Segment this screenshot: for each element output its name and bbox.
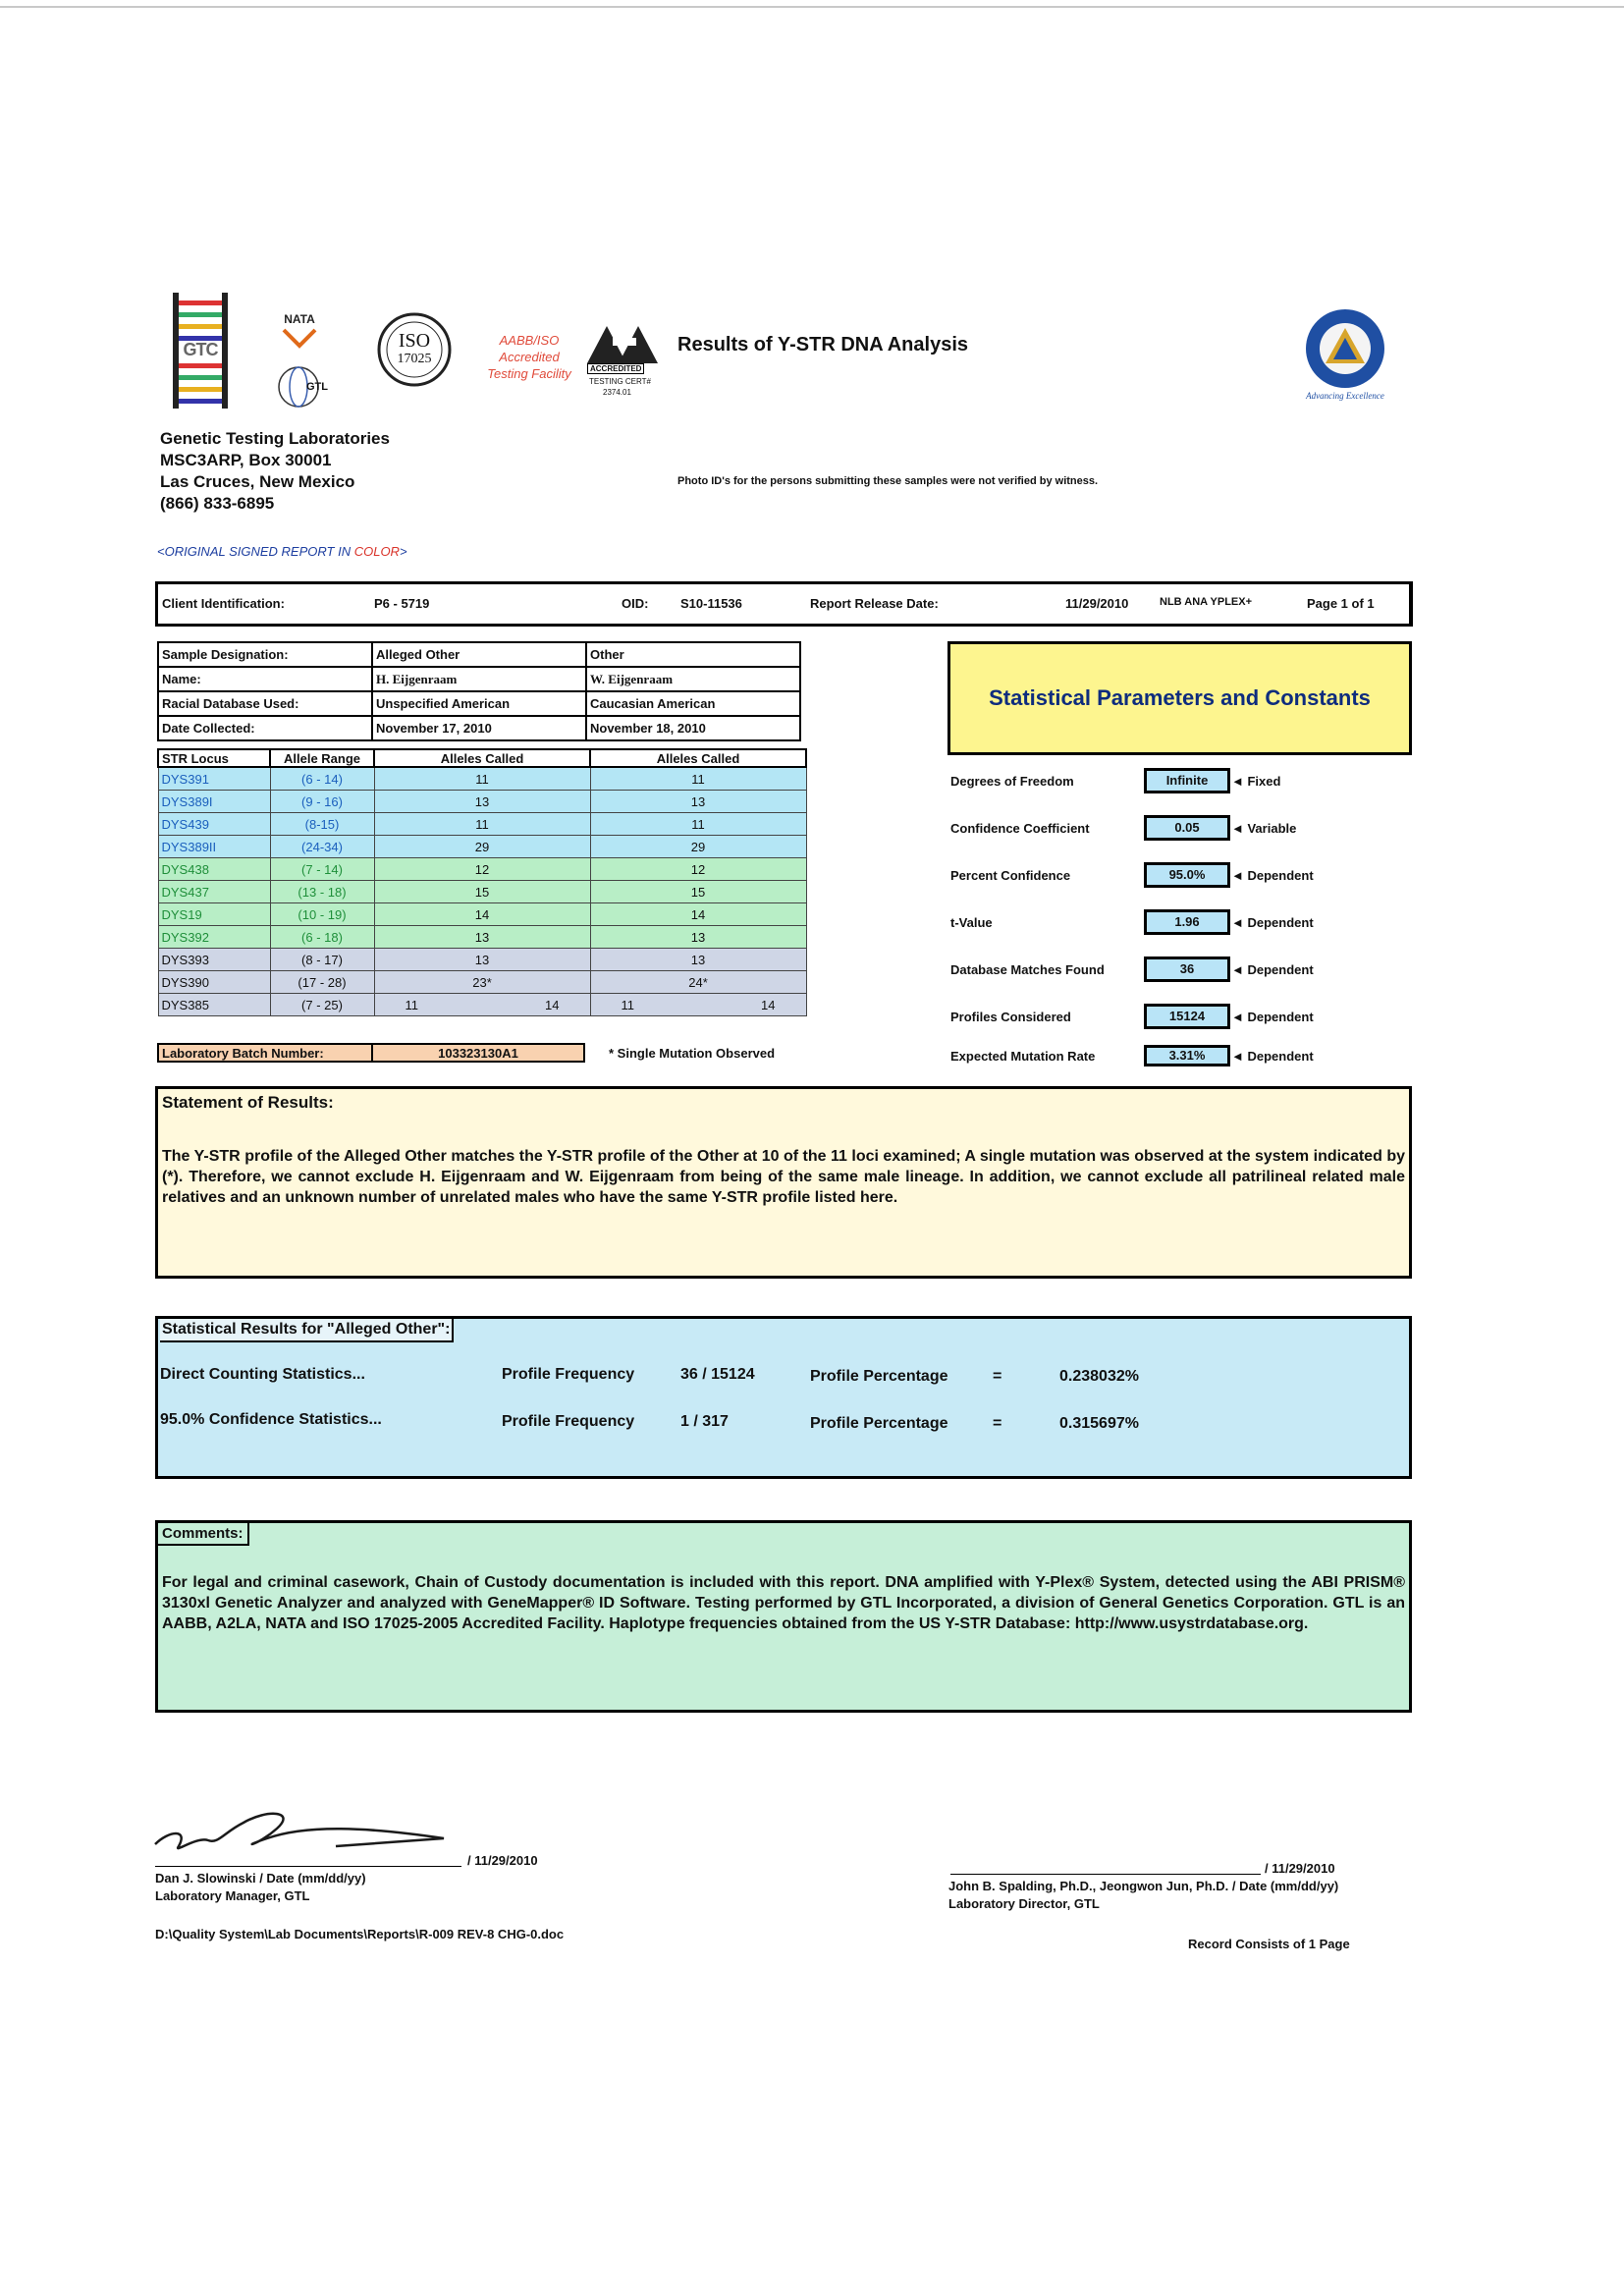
locus-name: DYS437	[158, 881, 270, 903]
document-path: D:\Quality System\Lab Documents\Reports\R-009 REV-8 CHG-0.doc	[155, 1927, 565, 1941]
other-designation: Other	[586, 642, 800, 667]
database-label: Racial Database Used:	[158, 691, 372, 716]
results-pct-label: Profile Percentage	[810, 1415, 948, 1432]
results-freq-value: 36 / 15124	[680, 1366, 755, 1383]
param-label: Database Matches Found	[950, 962, 1105, 977]
allele-range: (8-15)	[270, 813, 374, 836]
param-value: 95.0%	[1144, 862, 1230, 888]
batch-value: 103323130A1	[372, 1044, 584, 1062]
aabb-accreditation-text: AABB/ISO Accredited Testing Facility	[487, 333, 571, 381]
original-report-note: <ORIGINAL SIGNED REPORT IN COLOR>	[157, 544, 407, 559]
alleged-name: H. Eijgenraam	[372, 667, 586, 691]
table-row	[158, 858, 806, 881]
allele-range: (13 - 18)	[270, 881, 374, 903]
gtc-dna-logo	[167, 291, 234, 410]
allele-other: 15	[590, 881, 806, 903]
results-freq-label: Profile Frequency	[502, 1413, 635, 1430]
param-label: Expected Mutation Rate	[950, 1049, 1096, 1064]
allele-other: 13	[590, 791, 806, 813]
results-pct-value: 0.315697%	[1059, 1415, 1139, 1432]
statement-of-results	[155, 1086, 1412, 1279]
signature-line-right	[950, 1874, 1261, 1875]
table-row	[158, 903, 806, 926]
param-value: 3.31%	[1144, 1045, 1230, 1066]
statement-title: Statement of Results:	[162, 1093, 334, 1112]
param-label: Profiles Considered	[950, 1010, 1071, 1024]
locus-name: DYS392	[158, 926, 270, 949]
locus-name: DYS385	[158, 994, 270, 1016]
release-date-label: Report Release Date:	[810, 596, 939, 611]
results-pct-value: 0.238032%	[1059, 1368, 1139, 1385]
locus-name: DYS391	[158, 767, 270, 791]
allele-alleged: 11	[374, 813, 590, 836]
batch-label: Laboratory Batch Number:	[158, 1044, 372, 1062]
allele-range: (6 - 14)	[270, 767, 374, 791]
header-alleles-called-alleged: Alleles Called	[374, 749, 590, 767]
table-row	[158, 994, 806, 1016]
allele-range: (17 - 28)	[270, 971, 374, 994]
nata-logo: NATA	[275, 312, 324, 355]
param-value: 1.96	[1144, 909, 1230, 935]
param-value: 0.05	[1144, 815, 1230, 841]
page-indicator: Page 1 of 1	[1307, 596, 1375, 611]
right-signer-name: John B. Spalding, Ph.D., Jeongwon Jun, Ph.D. / Date (mm/dd/yy)	[948, 1879, 1339, 1893]
signature-left	[149, 1793, 463, 1872]
alleged-designation: Alleged Other	[372, 642, 586, 667]
signature-line-left	[155, 1866, 461, 1867]
locus-name: DYS439	[158, 813, 270, 836]
allele-range: (24-34)	[270, 836, 374, 858]
photo-id-note: Photo ID's for the persons submitting these samples were not verified by witness.	[677, 475, 1099, 487]
allele-other: 12	[590, 858, 806, 881]
other-name: W. Eijgenraam	[586, 667, 800, 691]
release-date-value: 11/29/2010	[1065, 596, 1129, 611]
lab-address: Genetic Testing Laboratories MSC3ARP, Box 30001 Las Cruces, New Mexico (866) 833-6895	[160, 429, 390, 513]
locus-table-header	[158, 749, 806, 767]
results-equals: =	[993, 1368, 1002, 1385]
table-row	[158, 767, 806, 791]
left-signer-name: Dan J. Slowinski / Date (mm/dd/yy)	[155, 1871, 366, 1886]
allele-other: 24*	[590, 971, 806, 994]
allele-alleged: 13	[374, 791, 590, 813]
table-row	[158, 813, 806, 836]
param-value: Infinite	[1144, 768, 1230, 793]
comments-body: For legal and criminal casework, Chain of Custody documentation is included with this report. DNA amplified with Y-Plex® System, detected using the ABI PRISM® 3130xl Genetic Analyzer and analyzed with GeneMapper® ID Software. Testing performed by GTL Incorporated, a division of General Genetics Corporation. GTL is an AABB, A2LA, NATA and ISO 17025-2005 Accredited Facility. Haplotype frequencies obtained from the US Y-STR Database: http://www.usystrdatabase.org.	[162, 1574, 1405, 1632]
name-label: Name:	[158, 667, 372, 691]
allele-range: (7 - 25)	[270, 994, 374, 1016]
statement-body: The Y-STR profile of the Alleged Other matches the Y-STR profile of the Other at 10 of the 11 loci examined; A single mutation was observed at the system indicated by (*). Therefore, we cannot exclude H. Eijgenraam and W. Eijgenraam from being of the same male lineage. In addition, we cannot exclude all patrilineal related male relatives and an unknown number of unrelated males who have the same Y-STR profile listed here.	[162, 1148, 1405, 1206]
results-freq-label: Profile Frequency	[502, 1366, 635, 1383]
alleged-database: Unspecified American	[372, 691, 586, 716]
allele-other: 11	[590, 767, 806, 791]
top-rule	[0, 6, 1624, 8]
allele-other: 29	[590, 836, 806, 858]
allele-other: 11	[590, 813, 806, 836]
allele-alleged: 13	[374, 926, 590, 949]
gtc-logo-text: GTC	[183, 340, 218, 359]
allele-other: 13	[590, 949, 806, 971]
table-row	[158, 949, 806, 971]
results-freq-value: 1 / 317	[680, 1413, 729, 1430]
locus-name: DYS390	[158, 971, 270, 994]
table-row	[158, 971, 806, 994]
sample-label: Sample Designation:	[158, 642, 372, 667]
allele-alleged: 14	[374, 903, 590, 926]
param-note: ◄ Variable	[1231, 821, 1297, 836]
comments-section	[155, 1520, 1412, 1713]
stat-parameters-title: Statistical Parameters and Constants	[947, 641, 1412, 755]
gtl-globe-logo: GTL	[277, 363, 332, 410]
client-identification-bar	[155, 581, 1413, 627]
param-note: ◄ Fixed	[1231, 774, 1281, 789]
allele-range: (8 - 17)	[270, 949, 374, 971]
header-alleles-called-other: Alleles Called	[590, 749, 806, 767]
allele-other: 13	[590, 926, 806, 949]
kit-name: NLB ANA YPLEX+	[1160, 596, 1253, 608]
param-note: ◄ Dependent	[1231, 1010, 1314, 1024]
sample-info-table	[157, 641, 801, 741]
left-signer-title: Laboratory Manager, GTL	[155, 1888, 310, 1903]
allele-alleged: 11 14	[374, 994, 590, 1016]
param-note: ◄ Dependent	[1231, 962, 1314, 977]
locus-name: DYS389I	[158, 791, 270, 813]
client-id-value: P6 - 5719	[374, 596, 430, 611]
param-value: 15124	[1144, 1004, 1230, 1029]
table-row	[158, 926, 806, 949]
allele-range: (10 - 19)	[270, 903, 374, 926]
oid-label: OID:	[622, 596, 649, 611]
allele-other: 11 14	[590, 994, 806, 1016]
locus-name: DYS389II	[158, 836, 270, 858]
other-database: Caucasian American	[586, 691, 800, 716]
a2la-accredited-logo: ACCREDITED TESTING CERT# 2374.01	[585, 322, 664, 414]
left-sign-date: / 11/29/2010	[467, 1853, 538, 1868]
allele-alleged: 11	[374, 767, 590, 791]
allele-range: (6 - 18)	[270, 926, 374, 949]
allele-range: (9 - 16)	[270, 791, 374, 813]
locus-name: DYS438	[158, 858, 270, 881]
param-label: t-Value	[950, 915, 993, 930]
header-allele-range: Allele Range	[270, 749, 374, 767]
allele-alleged: 29	[374, 836, 590, 858]
oid-value: S10-11536	[680, 596, 742, 611]
iso-17025-logo: ISO 17025	[375, 310, 454, 389]
allele-alleged: 12	[374, 858, 590, 881]
param-label: Percent Confidence	[950, 868, 1071, 883]
param-label: Confidence Coefficient	[950, 821, 1090, 836]
locus-name: DYS393	[158, 949, 270, 971]
right-sign-date: / 11/29/2010	[1265, 1861, 1335, 1876]
allele-range: (7 - 14)	[270, 858, 374, 881]
param-note: ◄ Dependent	[1231, 1049, 1314, 1064]
results-row-label: Direct Counting Statistics...	[160, 1366, 365, 1383]
results-row-label: 95.0% Confidence Statistics...	[160, 1411, 382, 1428]
allele-alleged: 13	[374, 949, 590, 971]
cap-seal-logo: Advancing Excellence	[1296, 306, 1394, 409]
other-date: November 18, 2010	[586, 716, 800, 740]
right-signer-title: Laboratory Director, GTL	[948, 1896, 1100, 1911]
statistical-results	[155, 1316, 1412, 1479]
param-label: Degrees of Freedom	[950, 774, 1074, 789]
alleged-date: November 17, 2010	[372, 716, 586, 740]
param-note: ◄ Dependent	[1231, 915, 1314, 930]
results-pct-label: Profile Percentage	[810, 1368, 948, 1385]
record-pages: Record Consists of 1 Page	[1188, 1937, 1350, 1951]
results-equals: =	[993, 1415, 1002, 1432]
allele-alleged: 15	[374, 881, 590, 903]
locus-name: DYS19	[158, 903, 270, 926]
header-str-locus: STR Locus	[158, 749, 270, 767]
client-id-label: Client Identification:	[162, 596, 285, 611]
param-value: 36	[1144, 957, 1230, 982]
report-title: Results of Y-STR DNA Analysis	[677, 334, 968, 355]
allele-other: 14	[590, 903, 806, 926]
date-collected-label: Date Collected:	[158, 716, 372, 740]
table-row	[158, 836, 806, 858]
table-row	[158, 881, 806, 903]
param-note: ◄ Dependent	[1231, 868, 1314, 883]
str-locus-table	[157, 748, 807, 1016]
allele-alleged: 23*	[374, 971, 590, 994]
table-row	[158, 791, 806, 813]
comments-title: Comments:	[158, 1523, 249, 1546]
results-title: Statistical Results for "Alleged Other":	[160, 1319, 454, 1342]
batch-number-table	[157, 1043, 585, 1063]
mutation-note: * Single Mutation Observed	[609, 1046, 776, 1061]
